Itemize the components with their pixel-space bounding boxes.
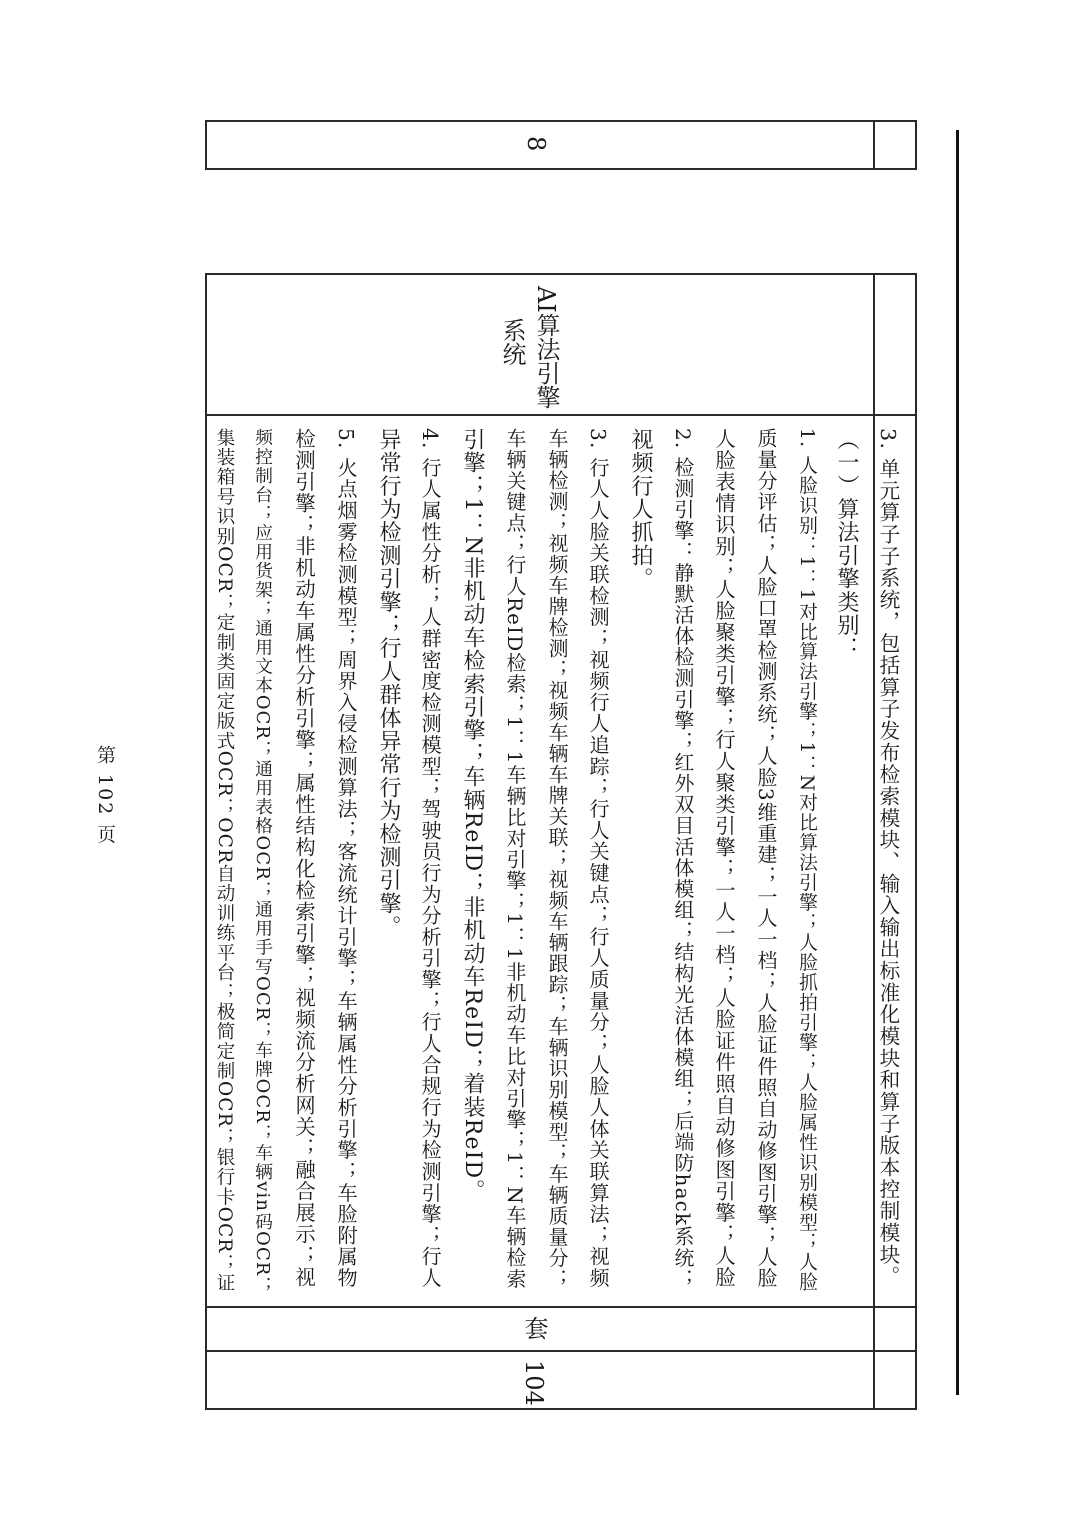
system-name-line1: AI算法引擎	[532, 286, 560, 409]
content-line: 引擎；1：N非机动车检索引擎；车辆ReID；非机动车ReID；着装ReID。	[460, 428, 485, 1203]
page-number: 第 102 页	[94, 745, 116, 846]
content-line: 3. 行人人脸关联检测；视频行人追踪；行人关键点；行人质量分；人脸人体关联算法；视频	[586, 428, 610, 1289]
table-border	[205, 273, 207, 1410]
table-border	[915, 273, 917, 1410]
content-line: 车辆关键点；行人ReID检索；1：1车辆比对引擎；1：1非机动车比对引擎；1：N车辆检索	[503, 428, 526, 1290]
content-line: 1. 人脸识别：1：1对比算法引擎；1：N对比算法引擎；人脸抓拍引擎；人脸属性识别模型；人脸	[796, 428, 817, 1293]
table-border	[873, 273, 875, 1410]
table-border	[205, 414, 917, 416]
quantity-cell: 104	[520, 1360, 548, 1406]
content-line: 3. 单元算子子系统，包括算子发布检索模块、输入输出标准化模块和算子版本控制模块。	[876, 428, 900, 1288]
content-line: 质量分评估；人脸口罩检测系统；人脸3维重建；一人一档；人脸证件照自动修图引擎；人脸	[754, 428, 778, 1289]
row-serial: 8	[522, 136, 550, 152]
content-line: 异常行为检测引擎；行人群体异常行为检测引擎。	[376, 428, 401, 939]
content-line: 集装箱号识别OCR；定制类固定版式OCR；OCR自动训练平台；极简定制OCR；银行卡OCR；证	[214, 428, 235, 1293]
content-line: 频控制台；应用货架；通用文本OCR；通用表格OCR；通用手写OCR；车牌OCR；车辆vin码OCR；	[252, 428, 273, 1296]
table-border	[205, 1408, 917, 1410]
table-border	[873, 120, 875, 170]
content-line: 5. 火点烟雾检测模型；周界入侵检测算法；客流统计引擎；车辆属性分析引擎；车脸附属物	[334, 428, 358, 1289]
table-border	[205, 1350, 917, 1352]
content-line: 4. 行人属性分析；人群密度检测模型；驾驶员行为分析引擎；行人合规行为检测引擎；行人	[418, 428, 442, 1289]
table-border	[205, 168, 917, 170]
unit-cell: 套	[520, 1316, 548, 1340]
table-border	[205, 1306, 917, 1308]
content-line: 2. 检测引擎：静默活体检测引擎；红外双目活体模组；结构光活体模组；后端防hack系统；	[671, 428, 694, 1290]
table-border	[205, 120, 207, 170]
page-edge-line	[956, 130, 959, 1395]
content-line: 视频行人抓拍。	[628, 428, 653, 591]
content-line: 人脸表情识别；人脸聚类引擎；行人聚类引擎；一人一档；人脸证件照自动修图引擎；人脸	[712, 428, 736, 1288]
content-line: 车辆检测；视频车牌检测；视频车辆车牌关联；视频车辆跟踪；车辆识别模型；车辆质量分；	[545, 428, 568, 1290]
content-line: 检测引擎；非机动车属性分析引擎；属性结构化检索引擎；视频流分析网关；融合展示；视	[292, 428, 316, 1288]
table-border	[205, 273, 917, 275]
system-name-line2: 系统	[498, 318, 526, 366]
content-line: （一）算法引擎类别：	[834, 428, 859, 660]
table-border	[915, 120, 917, 170]
table-border	[205, 120, 917, 122]
